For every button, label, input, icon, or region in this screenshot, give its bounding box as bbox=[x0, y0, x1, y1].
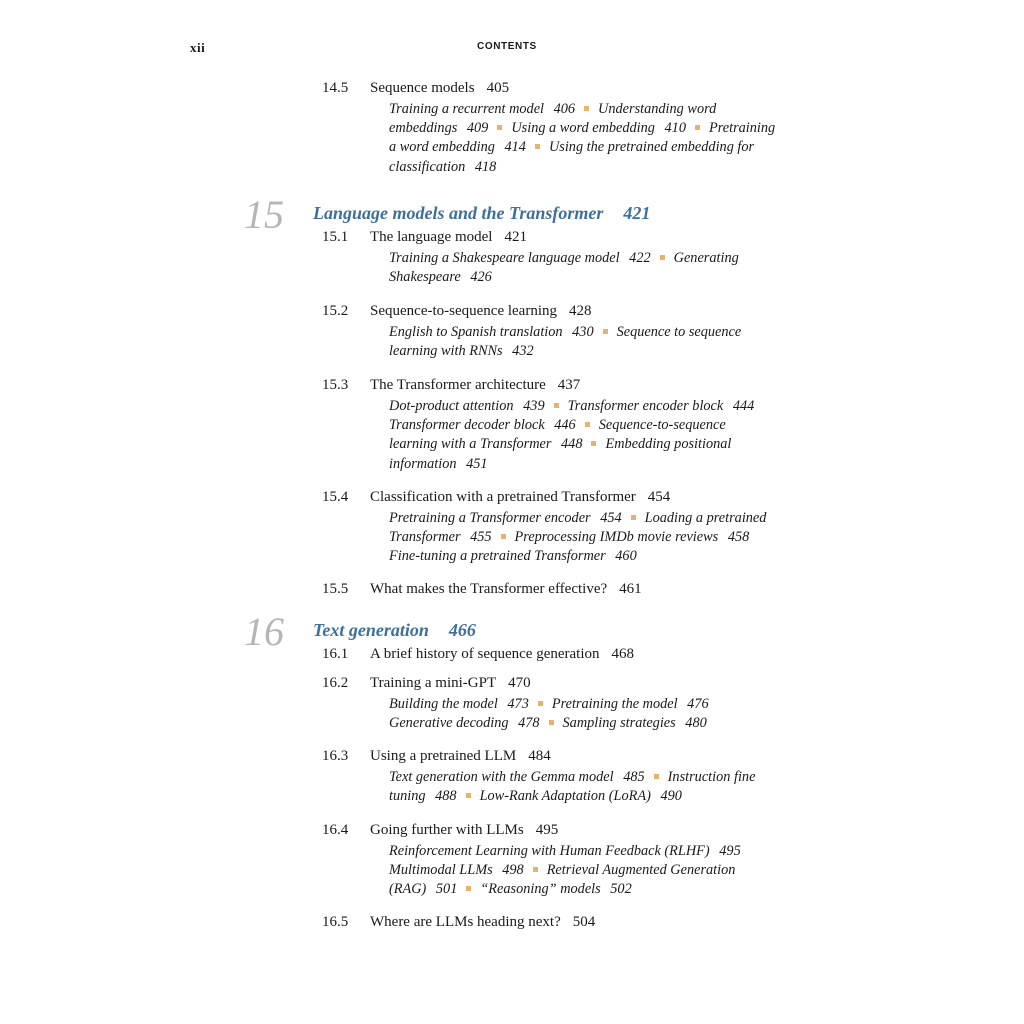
subsection-title: Multimodal LLMs bbox=[389, 862, 493, 879]
subsection-page: 439 bbox=[523, 398, 545, 414]
subsection-page: 478 bbox=[518, 715, 540, 732]
section-title: Using a pretrained LLM bbox=[370, 748, 517, 764]
subsection-page: 451 bbox=[466, 455, 488, 472]
subsection-title: learning with a Transformer bbox=[389, 436, 552, 453]
subsection-page: 409 bbox=[466, 120, 489, 137]
subsection-page: 426 bbox=[470, 269, 492, 286]
subsection-title: Sampling strategies bbox=[562, 715, 676, 732]
section-page: 461 bbox=[619, 581, 642, 597]
section-title: A brief history of sequence generation bbox=[370, 646, 600, 662]
section-number: 15.1 bbox=[322, 229, 349, 245]
bullet-separator bbox=[497, 125, 502, 130]
toc-section-14-5[interactable] bbox=[322, 79, 792, 177]
section-page: 495 bbox=[535, 822, 559, 838]
subsection-title: “Reasoning” models bbox=[480, 881, 601, 898]
subsection-title: Understanding word bbox=[598, 101, 717, 117]
subsection-page: 460 bbox=[615, 548, 637, 565]
subsection-page: 430 bbox=[572, 324, 594, 340]
subsection-list bbox=[389, 397, 789, 474]
section-title: Sequence-to-sequence learning bbox=[370, 303, 557, 319]
section-number: 15.4 bbox=[322, 489, 349, 505]
subsection-title: Using the pretrained embedding for bbox=[548, 139, 755, 156]
section-page: 468 bbox=[611, 646, 635, 662]
bullet-separator bbox=[585, 422, 590, 427]
subsection-title: Generative decoding bbox=[389, 715, 509, 732]
chapter-number: 16 bbox=[244, 609, 284, 654]
section-title: Where are LLMs heading next? bbox=[370, 914, 561, 930]
toc-section-16-4[interactable] bbox=[322, 821, 792, 900]
subsection-page: 418 bbox=[474, 158, 497, 175]
subsection-title: Pretraining the model bbox=[551, 696, 678, 712]
toc-section-16-2[interactable] bbox=[322, 674, 792, 733]
subsection-page: 490 bbox=[660, 788, 682, 805]
subsection-title: Generating bbox=[673, 250, 739, 266]
subsection-page: 448 bbox=[561, 436, 583, 453]
section-number: 16.4 bbox=[322, 822, 349, 838]
subsection-title: a word embedding bbox=[389, 139, 495, 156]
subsection-page: 473 bbox=[507, 696, 529, 712]
section-number: 15.2 bbox=[322, 303, 349, 319]
subsection-page: 488 bbox=[435, 788, 457, 805]
bullet-separator bbox=[603, 329, 608, 334]
subsection-page: 501 bbox=[435, 881, 458, 898]
subsection-title: tuning bbox=[389, 788, 426, 805]
subsection-page: 502 bbox=[610, 881, 632, 898]
subsection-title: Low-Rank Adaptation (LoRA) bbox=[479, 788, 651, 805]
subsection-page: 454 bbox=[600, 510, 622, 526]
toc-section-15-4[interactable] bbox=[322, 488, 792, 567]
section-title: What makes the Transformer effective? bbox=[370, 581, 608, 597]
section-title: Classification with a pretrained Transformer bbox=[370, 489, 636, 505]
bullet-separator bbox=[535, 144, 540, 149]
section-page: 454 bbox=[647, 489, 671, 505]
bullet-separator bbox=[584, 106, 589, 111]
subsection-list bbox=[389, 768, 789, 806]
section-number: 16.2 bbox=[322, 675, 349, 691]
subsection-page: 476 bbox=[687, 696, 709, 712]
bullet-separator bbox=[549, 720, 554, 725]
subsection-title: (RAG) bbox=[389, 881, 427, 898]
subsection-title: embeddings bbox=[389, 120, 458, 137]
bullet-separator bbox=[654, 774, 659, 779]
subsection-title: Training a Shakespeare language model bbox=[389, 250, 620, 266]
subsection-page: 458 bbox=[727, 529, 750, 546]
subsection-title: classification bbox=[389, 158, 466, 175]
subsection-list bbox=[389, 695, 789, 733]
section-number: 16.1 bbox=[322, 646, 349, 662]
subsection-title: learning with RNNs bbox=[389, 343, 503, 360]
chapter-title: Text generation bbox=[313, 620, 429, 640]
subsection-page: 432 bbox=[512, 343, 534, 360]
section-title: Training a mini-GPT bbox=[370, 675, 497, 691]
page-header bbox=[190, 40, 840, 56]
subsection-title: Shakespeare bbox=[389, 269, 461, 286]
section-page: 484 bbox=[528, 748, 551, 764]
section-number: 15.5 bbox=[322, 581, 349, 597]
toc-section-16-5[interactable] bbox=[322, 913, 792, 932]
section-number: 16.3 bbox=[322, 748, 349, 764]
subsection-title: Using a word embedding bbox=[511, 120, 655, 137]
subsection-title: Training a recurrent model bbox=[389, 101, 545, 117]
subsection-title: Embedding positional bbox=[605, 436, 732, 453]
subsection-list bbox=[389, 842, 789, 900]
subsection-list bbox=[389, 323, 789, 361]
toc-section-16-1[interactable] bbox=[322, 645, 792, 664]
chapter-number: 15 bbox=[244, 192, 284, 237]
subsection-title: Loading a pretrained bbox=[644, 510, 767, 526]
subsection-page: 495 bbox=[719, 843, 741, 859]
subsection-list bbox=[389, 509, 789, 567]
section-number: 16.5 bbox=[322, 914, 349, 930]
subsection-title: Fine-tuning a pretrained Transformer bbox=[389, 548, 606, 565]
subsection-title: English to Spanish translation bbox=[389, 324, 563, 340]
bullet-separator bbox=[538, 701, 543, 706]
bullet-separator bbox=[466, 886, 471, 891]
page-number: xii bbox=[190, 40, 206, 55]
subsection-title: Retrieval Augmented Generation bbox=[546, 862, 736, 879]
section-page: 421 bbox=[504, 229, 527, 245]
section-title: The language model bbox=[370, 229, 493, 245]
subsection-title: Transformer bbox=[389, 529, 461, 546]
subsection-title: Pretraining a Transformer encoder bbox=[389, 510, 591, 526]
subsection-page: 498 bbox=[502, 862, 524, 879]
running-head: CONTENTS bbox=[477, 41, 537, 52]
subsection-list bbox=[389, 249, 789, 287]
bullet-separator bbox=[501, 534, 506, 539]
bullet-separator bbox=[466, 793, 471, 798]
toc-section-15-1[interactable] bbox=[322, 228, 792, 287]
subsection-title: Sequence to sequence bbox=[616, 324, 742, 340]
subsection-title: Dot-product attention bbox=[389, 398, 514, 414]
subsection-title: information bbox=[389, 455, 457, 472]
toc-section-15-2[interactable] bbox=[322, 302, 792, 361]
subsection-page: 406 bbox=[553, 101, 576, 117]
chapter-title: Language models and the Transformer bbox=[313, 203, 604, 223]
subsection-page: 480 bbox=[685, 715, 707, 732]
bullet-separator bbox=[631, 515, 636, 520]
section-page: 428 bbox=[569, 303, 592, 319]
subsection-title: Sequence-to-sequence bbox=[598, 417, 726, 434]
subsection-page: 414 bbox=[504, 139, 526, 156]
section-title: The Transformer architecture bbox=[370, 377, 546, 393]
chapter-page: 466 bbox=[448, 620, 476, 640]
toc-section-15-5[interactable] bbox=[322, 580, 792, 599]
section-number: 14.5 bbox=[322, 80, 349, 96]
chapter-page: 421 bbox=[623, 203, 651, 223]
subsection-title: Transformer decoder block bbox=[389, 417, 545, 434]
section-page: 470 bbox=[508, 675, 531, 691]
bullet-separator bbox=[660, 255, 665, 260]
subsection-page: 485 bbox=[623, 769, 645, 785]
section-page: 405 bbox=[486, 80, 510, 96]
bullet-separator bbox=[533, 867, 538, 872]
subsection-title: Text generation with the Gemma model bbox=[389, 769, 614, 785]
subsection-title: Instruction fine bbox=[667, 769, 756, 785]
subsection-title: Building the model bbox=[389, 696, 498, 712]
subsection-title: Preprocessing IMDb movie reviews bbox=[514, 529, 719, 546]
section-title: Sequence models bbox=[370, 80, 475, 96]
toc-section-16-3[interactable] bbox=[322, 747, 792, 806]
subsection-page: 455 bbox=[470, 529, 492, 546]
subsection-page: 422 bbox=[629, 250, 651, 266]
subsection-title: Pretraining bbox=[708, 120, 776, 137]
subsection-title: Reinforcement Learning with Human Feedback (RLHF) bbox=[389, 843, 710, 859]
subsection-page: 444 bbox=[732, 398, 755, 414]
subsection-title: Transformer encoder block bbox=[567, 398, 724, 414]
toc-section-15-3[interactable] bbox=[322, 376, 792, 474]
bullet-separator bbox=[695, 125, 700, 130]
section-number: 15.3 bbox=[322, 377, 349, 393]
subsection-page: 410 bbox=[664, 120, 686, 137]
section-title: Going further with LLMs bbox=[370, 822, 524, 838]
section-page: 437 bbox=[557, 377, 581, 393]
subsection-list bbox=[389, 100, 789, 177]
bullet-separator bbox=[554, 403, 559, 408]
bullet-separator bbox=[591, 441, 596, 446]
subsection-page: 446 bbox=[554, 417, 576, 434]
section-page: 504 bbox=[572, 914, 596, 930]
